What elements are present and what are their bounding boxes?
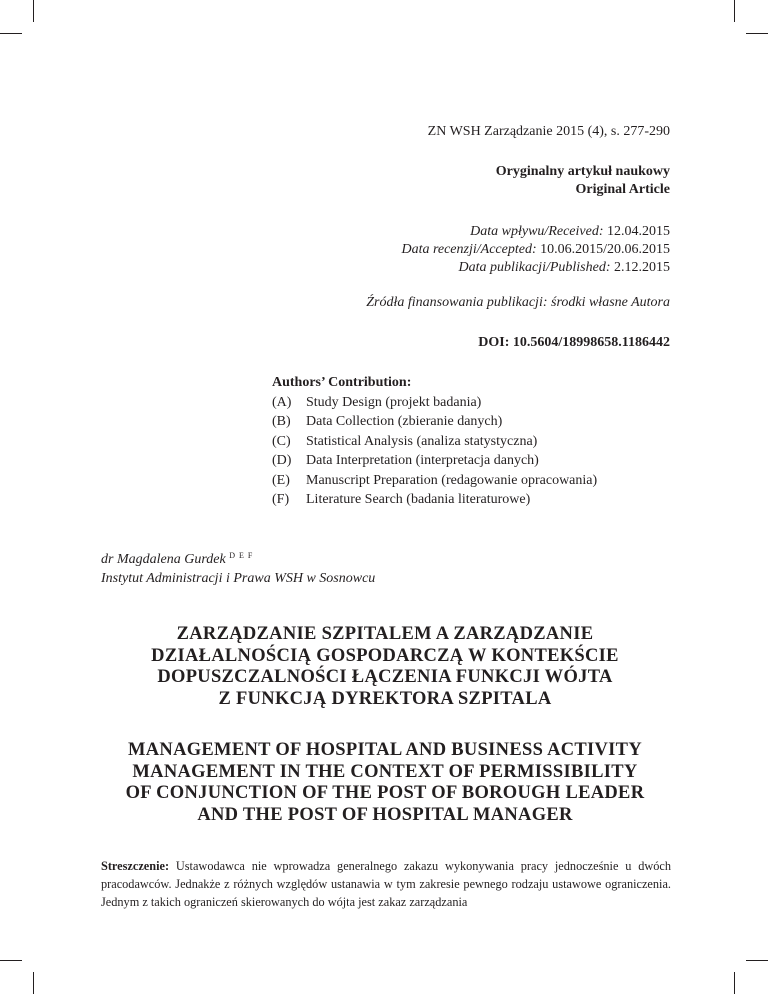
- crop-mark: [734, 972, 735, 994]
- contribution-item: (D) Data Interpretation (interpretacja danych): [272, 453, 539, 468]
- authors-contribution: [272, 373, 597, 510]
- contribution-item: (C) Statistical Analysis (analiza statystyczna): [272, 433, 538, 449]
- received-date: Data wpływu/Received: 12.04.2015: [470, 224, 670, 239]
- author-affiliation: Instytut Administracji i Prawa WSH w Sosnowcu: [101, 571, 376, 586]
- abstract-label: Streszczenie:: [101, 859, 170, 873]
- crop-mark: [33, 972, 34, 994]
- abstract-text: Ustawodawca nie wprowadza generalnego zakazu wykonywania pracy jednocześnie u dwóch pracodawców. Jednakże z różnych względów ustanawia w tym zakresie pewnego rodzaju ustawowe ograniczenia. Jednym z takich ograniczeń skierowanych do wójta jest zakaz zarządzania: [101, 859, 671, 909]
- author-name: dr Magdalena Gurdek $^{D E F}$: [101, 551, 254, 567]
- accepted-date: Data recenzji/Accepted: 10.06.2015/20.06.2015: [401, 242, 670, 257]
- author-block: [101, 546, 375, 588]
- article-type: [496, 163, 670, 199]
- abstract: [101, 857, 671, 911]
- title-english: MANAGEMENT OF HOSPITAL AND BUSINESS ACTIVITY MANAGEMENT IN THE CONTEXT OF PERMISSIBILITY OF CONJUNCTION OF THE POST OF BOROUGH LEADER AND THE POST OF HOSPITAL MANAGER: [125, 740, 645, 825]
- published-date: Data publikacji/Published: 2.12.2015: [458, 260, 670, 275]
- journal-reference: ZN WSH Zarządzanie 2015 (4), s. 277-290: [427, 124, 670, 139]
- crop-mark: [746, 960, 768, 961]
- contribution-item: (A) Study Design (projekt badania): [272, 394, 482, 410]
- contribution-item: (F) Literature Search (badania literaturowe): [272, 492, 531, 507]
- crop-mark: [746, 33, 768, 34]
- author-roles: D E F: [229, 551, 254, 560]
- article-type-en: Original Article: [575, 182, 670, 197]
- crop-mark: [734, 0, 735, 22]
- crop-mark: [33, 0, 34, 22]
- contribution-item: (B) Data Collection (zbieranie danych): [272, 414, 503, 429]
- crop-mark: [0, 960, 22, 961]
- doi: DOI: 10.5604/18998658.1186442: [478, 335, 670, 350]
- title-polish: ZARZĄDZANIE SZPITALEM A ZARZĄDZANIE DZIAŁALNOŚCIĄ GOSPODARCZĄ W KONTEKŚCIE DOPUSZCZALNOŚCI ŁĄCZENIA FUNKCJI WÓJTA Z FUNKCJĄ DYREKTORA SZPITALA: [151, 624, 619, 709]
- article-dates: [401, 223, 670, 277]
- contribution-heading: Authors’ Contribution:: [272, 375, 412, 390]
- crop-mark: [0, 33, 22, 34]
- article-type-pl: Oryginalny artykuł naukowy: [495, 164, 670, 179]
- funding-source: Źródła finansowania publikacji: środki własne Autora: [366, 295, 670, 310]
- contribution-item: (E) Manuscript Preparation (redagowanie opracowania): [272, 472, 598, 488]
